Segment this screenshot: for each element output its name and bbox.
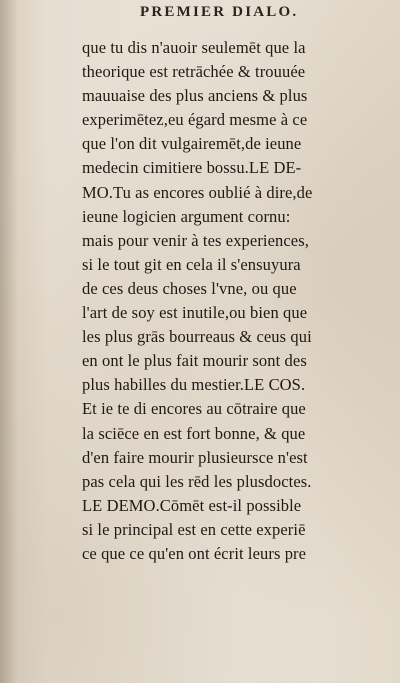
text-line: theorique est retrāchée & trouuée [82, 62, 306, 82]
text-line: si le principal est en cette experiē [82, 519, 306, 539]
text-line: que l'on dit vulgairemēt,de ieune [82, 134, 302, 154]
text-line: Et ie te di encores au cōtraire que [82, 399, 306, 419]
text-line: si le tout git en cela il s'ensuyura [82, 254, 301, 274]
text-line: ieune logicien argument cornu: [82, 206, 291, 226]
text-line: d'en faire mourir plusieursce n'est [82, 447, 308, 467]
text-line: l'art de soy est inutile,ou bien que [82, 303, 308, 323]
text-line: medecin cimitiere bossu.LE DE- [82, 158, 302, 178]
text-line: mais pour venir à tes experiences, [82, 230, 309, 250]
page-gutter-shadow [0, 0, 18, 683]
text-line: que tu dis n'auoir seulemēt que la [82, 38, 306, 57]
text-line: mauuaise des plus anciens & plus [82, 86, 308, 106]
text-line: pas cela qui les rēd les plusdoctes. [82, 471, 312, 491]
text-line: ce que ce qu'en ont écrit leurs pre [82, 543, 307, 563]
text-line: en ont le plus fait mourir sont des [82, 351, 307, 371]
text-line: MO.Tu as encores oublié à dire,de [82, 182, 313, 202]
text-line: LE DEMO.Cōmēt est-il possible [82, 495, 302, 515]
running-title: PREMIER DIALO. [140, 4, 299, 20]
body-text [82, 36, 392, 566]
text-line: les plus grās bourreaus & ceus qui [82, 327, 312, 347]
text-line: de ces deus choses l'vne, ou que [82, 278, 297, 298]
text-line: la sciēce en est fort bonne, & que [82, 423, 306, 443]
text-line: experimētez,eu égard mesme à ce [82, 110, 308, 130]
text-line: plus habilles du mestier.LE COS. [82, 375, 306, 395]
